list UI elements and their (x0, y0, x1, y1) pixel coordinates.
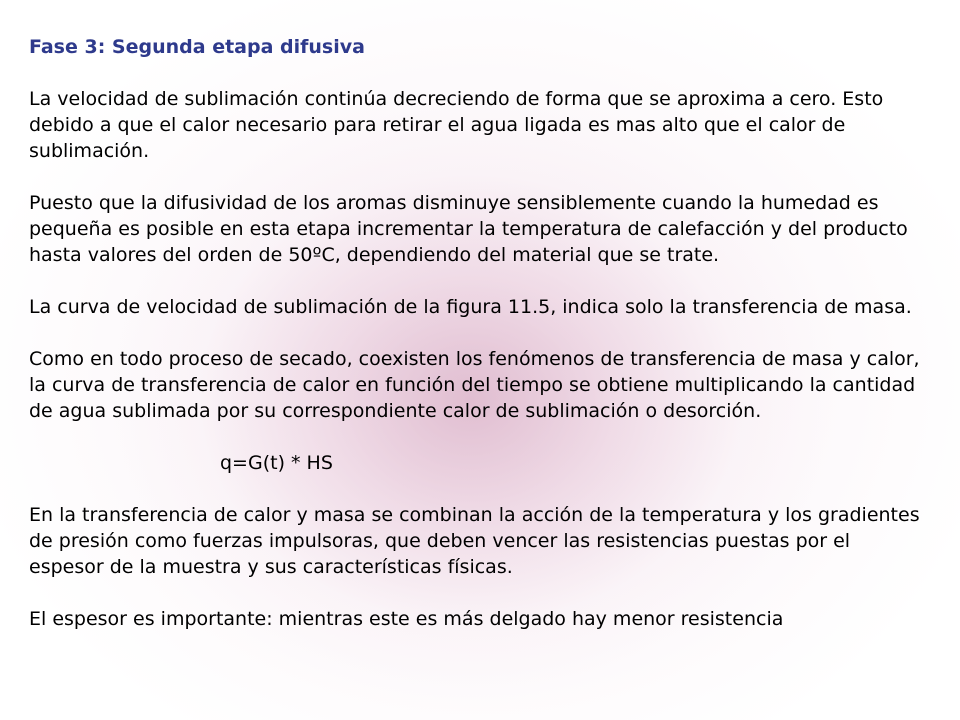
paragraph-sublimation-rate: La velocidad de sublimación continúa decreciendo de forma que se aproxima a cero. Esto debido a que el calor necesario para retirar el agua ligada es mas alto que el calor de sublimación. (29, 88, 884, 162)
heat-formula: q=G(t) * HS (220, 452, 333, 474)
slide-content (29, 34, 929, 632)
paragraph-curve-figure: La curva de velocidad de sublimación de la figura 11.5, indica solo la transferencia de masa. (29, 296, 912, 318)
paragraph-driving-forces: En la transferencia de calor y masa se combinan la acción de la temperatura y los gradientes de presión como fuerzas impulsoras, que deben vencer las resistencias puestas por el espesor de la muestra y sus características físicas. (29, 504, 920, 578)
paragraph-thickness: El espesor es importante: mientras este es más delgado hay menor resistencia (29, 608, 784, 630)
paragraph-aroma-diffusivity: Puesto que la difusividad de los aromas disminuye sensiblemente cuando la humedad es pequeña es posible en esta etapa incrementar la temperatura de calefacción y del producto hasta valores del orden de 50ºC, dependiendo del material que se trate. (29, 192, 908, 266)
paragraph-heat-mass-transfer: Como en todo proceso de secado, coexisten los fenómenos de transferencia de masa y calor, la curva de transferencia de calor en función del tiempo se obtiene multiplicando la cantidad de agua sublimada por su correspondiente calor de sublimación o desorción. (29, 348, 920, 422)
section-heading: Fase 3: Segunda etapa difusiva (29, 36, 365, 58)
